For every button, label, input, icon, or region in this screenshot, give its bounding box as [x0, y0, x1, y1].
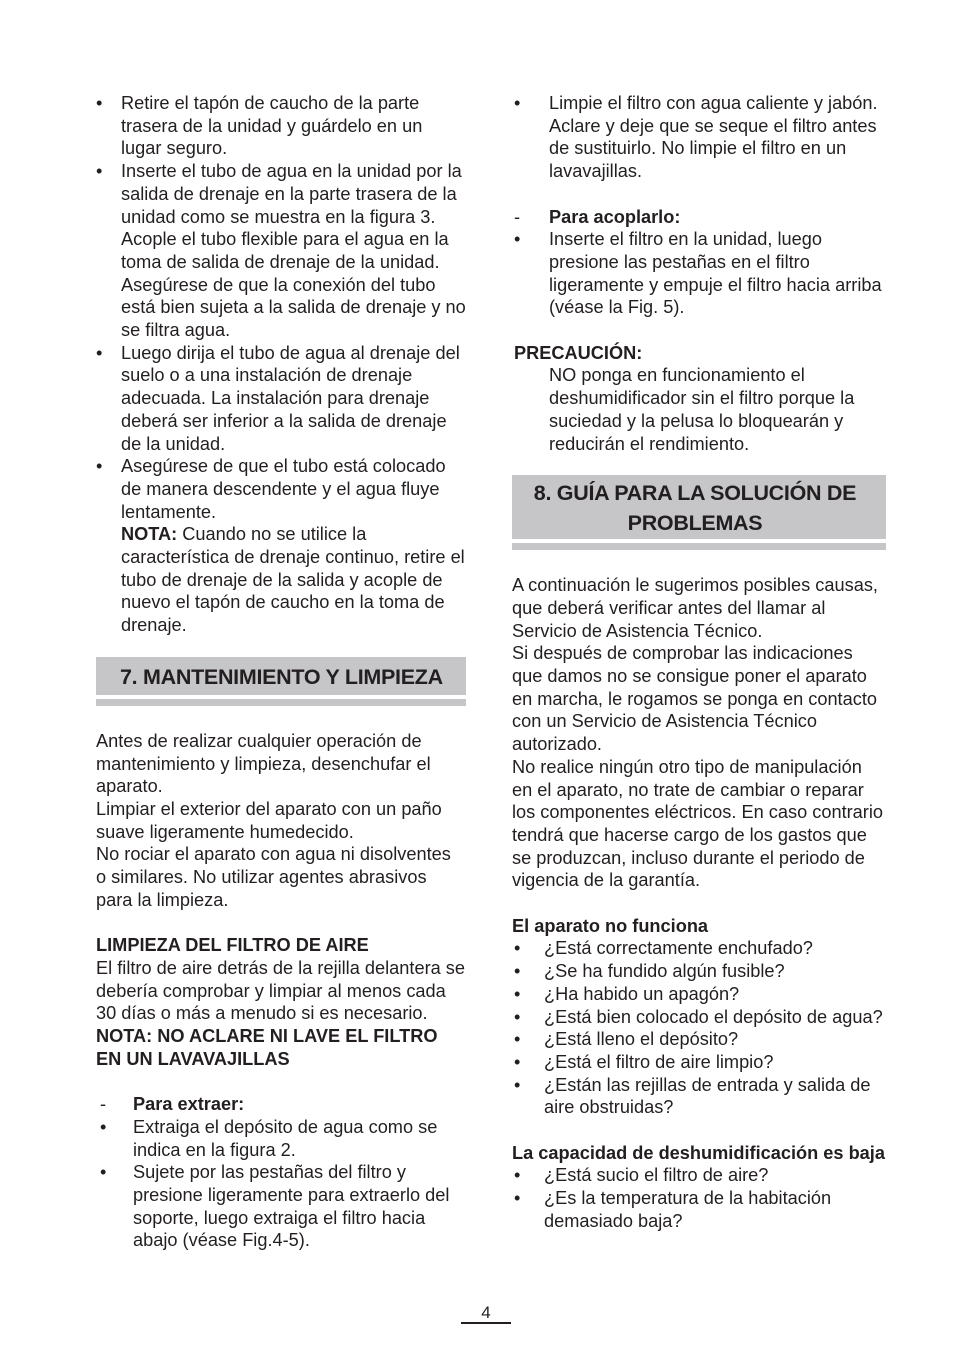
caution-text: NO ponga en funcionamiento el deshumidificador sin el filtro porque la suciedad y la pelusa lo bloquearán y reducirán el rendimiento.: [549, 365, 855, 454]
list-item: • Inserte el filtro en la unidad, luego presione las pestañas en el filtro ligeramente y empuje el filtro hacia arriba (véase la Fig. 5).: [514, 229, 882, 318]
list-item: • Luego dirija el tubo de agua al drenaje del suelo o a una instalación de drenaje adecuada. La instalación para drenaje deberá ser inferior a la salida de drenaje de la unidad.: [96, 342, 460, 454]
caution-label: PRECAUCIÓN:: [514, 342, 643, 363]
paragraph: No rociar el aparato con agua ni disolventes o similares. No utilizar agentes abrasivos para la limpieza.: [96, 844, 451, 910]
paragraph: Si después de comprobar las indicaciones que damos no se consigue poner el aparato en marcha, le rogamos se ponga en contacto con un Servicio de Asistencia Técnico autorizado.: [512, 643, 877, 755]
list-item: • Extraiga el depósito de agua como se indica en la figura 2.: [100, 1116, 438, 1160]
list-item: • Asegúrese de que el tubo está colocado de manera descendente y el agua fluye lentamente.: [96, 456, 446, 522]
low-capacity-heading: La capacidad de deshumidificación es baja: [512, 1142, 885, 1163]
list-item: • ¿Está el filtro de aire limpio?: [514, 1051, 774, 1072]
list-item: • ¿Se ha fundido algún fusible?: [514, 961, 785, 982]
list-item: • ¿Está correctamente enchufado?: [514, 938, 813, 959]
paragraph: A continuación le sugerimos posibles causas, que deberá verificar antes del llamar al Servicio de Asistencia Técnico.: [512, 575, 878, 641]
page-number: 4: [481, 1303, 491, 1322]
list-item: • ¿Están las rejillas de entrada y salida de aire obstruidas?: [514, 1074, 871, 1118]
list-item: • Inserte el tubo de agua en la unidad por la salida de drenaje en la parte trasera de la unidad como se muestra en la figura 3. Acople el tubo flexible para el agua en la toma de salida de drenaje de la unidad. Asegúrese de que la conexión del tubo está bien sujeta a la salida de drenaje y no se filtra agua.: [96, 161, 466, 341]
section-7-heading: 7. MANTENIMIENTO Y LIMPIEZA: [96, 657, 466, 699]
left-column: [96, 92, 466, 1252]
paragraph: Limpiar el exterior del aparato con un paño suave ligeramente humedecido.: [96, 798, 442, 842]
list-item: • Limpie el filtro con agua caliente y jabón. Aclare y deje que se seque el filtro antes de sustituirlo. No limpie el filtro en un lavavajillas.: [514, 93, 878, 182]
not-working-heading: El aparato no funciona: [512, 915, 709, 936]
filter-note: NOTA: NO ACLARE NI LAVE EL FILTRO EN UN LAVAVAJILLAS: [96, 1026, 438, 1069]
subheading-attach: - Para acoplarlo:: [514, 206, 681, 227]
right-column: [512, 92, 886, 1233]
paragraph: Antes de realizar cualquier operación de mantenimiento y limpieza, desenchufar el aparato.: [96, 730, 431, 797]
list-item: • Retire el tapón de caucho de la parte trasera de la unidad y guárdelo en un lugar seguro.: [96, 93, 423, 159]
list-item: • Sujete por las pestañas del filtro y presione ligeramente para extraerlo del soporte, luego extraiga el filtro hacia abajo (véase Fig.4-5).: [100, 1162, 450, 1251]
list-item: • ¿Está sucio el filtro de aire?: [514, 1165, 769, 1186]
list-item: • ¿Está lleno el depósito?: [514, 1029, 739, 1050]
paragraph: No realice ningún otro tipo de manipulación en el aparato, no trate de cambiar o reparar los componentes eléctricos. En caso contrario tendrá que hacerse cargo de los gastos que se produzcan, incluso durante el periodo de vigencia de la garantía.: [512, 756, 884, 891]
filter-heading: LIMPIEZA DEL FILTRO DE AIRE: [96, 935, 369, 956]
list-item: • ¿Es la temperatura de la habitación demasiado baja?: [514, 1188, 832, 1231]
section-divider: [512, 543, 886, 550]
page-number-rule: [461, 1322, 511, 1324]
section-8-heading: 8. GUÍA PARA LA SOLUCIÓN DE PROBLEMAS: [512, 475, 886, 543]
subheading-extract: - Para extraer:: [100, 1094, 245, 1115]
section-divider: [96, 699, 466, 706]
drain-note: NOTA: Cuando no se utilice la característica de drenaje continuo, retire el tubo de drenaje de la salida y acople de nuevo el tapón de caucho en la toma de drenaje.: [121, 524, 465, 636]
list-item: • ¿Está bien colocado el depósito de agua?: [514, 1006, 883, 1027]
paragraph: El filtro de aire detrás de la rejilla delantera se debería comprobar y limpiar al menos cada 30 días o más a menudo si es necesario.: [96, 957, 465, 1024]
list-item: • ¿Ha habido un apagón?: [514, 983, 740, 1004]
note-label: NOTA:: [121, 524, 178, 545]
